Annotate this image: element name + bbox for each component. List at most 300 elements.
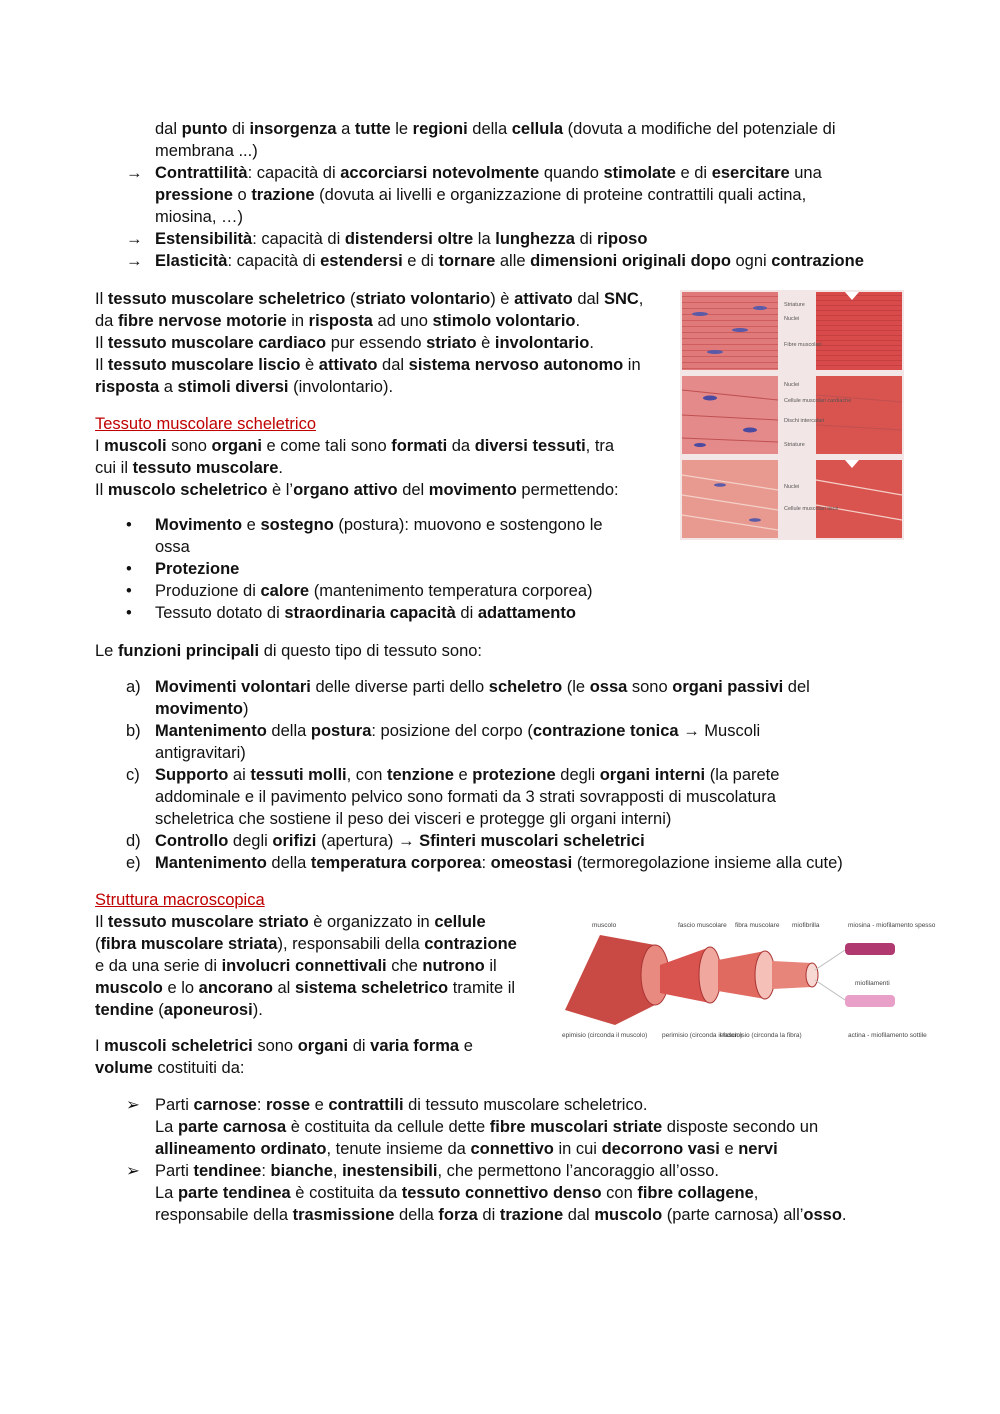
text: una <box>789 164 822 182</box>
text-line <box>155 764 779 786</box>
text-line <box>155 1182 847 1204</box>
bold-text: volume <box>95 1059 153 1077</box>
bold-text: parte carnosa <box>177 1118 287 1136</box>
text: Il <box>95 481 108 499</box>
bold-text: contrazione <box>424 935 517 953</box>
text: pur essendo <box>326 334 427 352</box>
bold-text: Supporto <box>155 766 229 784</box>
text: La <box>155 1118 178 1136</box>
text: e <box>459 1037 473 1055</box>
bold-text: organi <box>211 437 262 455</box>
bold-text: tenzione <box>386 766 454 784</box>
bold-text: nervi <box>738 1140 778 1158</box>
text-line <box>95 376 643 398</box>
text: dal <box>563 1206 595 1224</box>
label-actina: actina - miofilamento sottile <box>848 1032 927 1039</box>
label-nuclei-top: Nuclei <box>784 316 800 322</box>
text: addominale e il pavimento pelvico sono formati da 3 strati sovrapposti di muscolatura <box>155 788 776 806</box>
list-marker: d) <box>126 832 141 850</box>
text: e di <box>675 164 712 182</box>
label-muscolo: muscolo <box>592 922 617 929</box>
text: (postura): muovono e sostengono le <box>333 516 603 534</box>
text: (parte carnosa) all’ <box>662 1206 804 1224</box>
text-line <box>155 852 843 874</box>
muscle-structure-figure <box>560 915 936 1045</box>
text: I <box>95 437 105 455</box>
text: delle diverse parti dello <box>310 678 489 696</box>
bold-text: tessuto muscolare liscio <box>107 356 301 374</box>
text: Il <box>95 290 108 308</box>
text: sono <box>166 437 212 455</box>
text-line <box>95 999 517 1021</box>
bold-text: sistema nervoso autonomo <box>408 356 624 374</box>
bold-text: tessuto connettivo denso <box>401 1184 602 1202</box>
text: : capacità di <box>227 252 321 270</box>
label-fibre: Fibre muscolari <box>784 342 822 348</box>
text-line <box>95 1057 473 1079</box>
bold-text: temperatura corporea <box>310 854 482 872</box>
text-line <box>155 1160 847 1182</box>
text: e <box>453 766 473 784</box>
text-line <box>95 1035 473 1057</box>
bold-text: stimolate <box>603 164 676 182</box>
bold-text: tornare <box>438 252 496 270</box>
bold-text: Mantenimento <box>155 722 267 740</box>
text: e di <box>402 252 439 270</box>
label-striature: Striature <box>784 302 805 308</box>
text: e da una serie di <box>95 957 222 975</box>
text: : <box>261 1162 271 1180</box>
cardiac-micrograph <box>682 376 778 454</box>
text-line <box>155 162 822 184</box>
bold-text: Sfinteri muscolari scheletrici <box>419 832 645 850</box>
bold-text: distendersi oltre <box>344 230 474 248</box>
text: , con <box>346 766 387 784</box>
bold-text: dimensioni originali dopo <box>530 252 731 270</box>
bold-text: muscolo <box>95 979 163 997</box>
text: (involontario). <box>288 378 394 396</box>
label-striature-mid: Striature <box>784 442 805 448</box>
bold-text: calore <box>260 582 310 600</box>
text: : posizione del corpo ( <box>371 722 533 740</box>
text: cui il <box>95 459 133 477</box>
text: da <box>447 437 475 455</box>
text-line <box>155 184 822 206</box>
text: ( <box>345 290 356 308</box>
list-marker: → <box>126 252 143 270</box>
text: : capacità di <box>247 164 341 182</box>
functions-intro <box>95 640 482 662</box>
bold-text: orifizi <box>272 832 317 850</box>
bold-text: attivato <box>318 356 378 374</box>
text-line <box>155 698 810 720</box>
text: e <box>242 516 261 534</box>
label-smooth-cells: Cellule muscolari lisce <box>784 506 839 512</box>
bold-text: involucri connettivali <box>221 957 387 975</box>
histology-figure <box>680 290 904 540</box>
text: di tessuto muscolare scheletrico. <box>403 1096 648 1114</box>
bold-text: accorciarsi notevolmente <box>340 164 540 182</box>
text: le <box>390 120 413 138</box>
text: ai <box>228 766 251 784</box>
text: antigravitari) <box>155 744 246 762</box>
text: e lo <box>162 979 199 997</box>
label-dischi: Dischi intercalari <box>784 418 825 424</box>
text: Il <box>95 356 108 374</box>
bold-text: fibre muscolari striate <box>489 1118 663 1136</box>
text: (le <box>562 678 590 696</box>
list-marker: • <box>126 582 132 600</box>
text: , che permettono l’ancoraggio all’osso. <box>437 1162 720 1180</box>
heading-skeletal-tissue: Tessuto muscolare scheletrico <box>95 415 317 433</box>
text: che <box>386 957 423 975</box>
bold-text: ancorano <box>198 979 273 997</box>
text: Il <box>95 913 108 931</box>
list-marker: c) <box>126 766 140 784</box>
bold-text: muscolo <box>594 1206 663 1224</box>
bold-text: contrattili <box>328 1096 404 1114</box>
bold-text: stimolo volontario <box>432 312 576 330</box>
bold-text: movimento <box>428 481 517 499</box>
bold-text: contrazione <box>771 252 864 270</box>
text-line <box>155 1204 847 1226</box>
text: il <box>484 957 497 975</box>
text-line <box>155 140 836 162</box>
text-line <box>155 786 779 808</box>
text: , <box>332 1162 343 1180</box>
text: : <box>481 854 491 872</box>
label-miosina: miosina - miofilamento spesso <box>848 922 936 929</box>
text-line <box>95 310 643 332</box>
text: responsabile della <box>155 1206 293 1224</box>
text-line <box>155 1138 818 1160</box>
bold-text: trazione <box>499 1206 564 1224</box>
text: ), responsabili della <box>277 935 425 953</box>
text: di <box>227 120 250 138</box>
text: ) <box>243 700 249 718</box>
bold-text: connettivo <box>470 1140 554 1158</box>
text: . <box>589 334 594 352</box>
text: ( <box>95 935 101 953</box>
text: e <box>719 1140 739 1158</box>
bold-text: parte tendinea <box>177 1184 291 1202</box>
text: (mantenimento temperatura corporea) <box>309 582 593 600</box>
list-marker: • <box>126 516 132 534</box>
bold-text: funzioni principali <box>117 642 260 660</box>
text: . <box>575 312 581 330</box>
text: Le <box>95 642 118 660</box>
text: , <box>638 290 644 308</box>
bold-text: estendersi <box>320 252 403 270</box>
text: scheletrica che sostiene il peso dei visceri e protegge gli organi interni) <box>155 810 672 828</box>
list-marker: → <box>126 230 143 248</box>
text: , tenute insieme da <box>326 1140 471 1158</box>
label-nuclei-bot: Nuclei <box>784 484 800 490</box>
bold-text: decorrono vasi <box>601 1140 720 1158</box>
label-fascio: fascio muscolare <box>678 922 727 929</box>
text-line <box>95 332 643 354</box>
bold-text: tendinee <box>193 1162 262 1180</box>
list-marker: • <box>126 560 132 578</box>
text-line <box>155 558 239 580</box>
bold-text: diversi tessuti <box>474 437 586 455</box>
bold-text: trazione <box>251 186 315 204</box>
bold-text: esercitare <box>711 164 790 182</box>
bold-text: risposta <box>308 312 373 330</box>
text: Parti <box>155 1162 194 1180</box>
text: dal <box>572 290 604 308</box>
text: Produzione di <box>155 582 261 600</box>
bold-text: straordinaria capacità <box>284 604 456 622</box>
text-line <box>95 911 517 933</box>
text: . <box>841 1206 847 1224</box>
label-endomisio: endomisio (circonda la fibra) <box>720 1032 802 1039</box>
text: (dovuta a modifiche del potenziale di <box>563 120 836 138</box>
bold-text: Mantenimento <box>155 854 267 872</box>
text-line <box>155 1094 818 1116</box>
text: I <box>95 1037 105 1055</box>
text-line <box>155 250 864 272</box>
text-line <box>95 435 619 457</box>
bold-text: bianche <box>270 1162 333 1180</box>
text: ) è <box>490 290 515 308</box>
text-line <box>155 514 603 536</box>
list-marker: a) <box>126 678 141 696</box>
bold-text: attivato <box>514 290 573 308</box>
text: e <box>310 1096 329 1114</box>
bold-text: movimento <box>155 700 244 718</box>
text: ). <box>252 1001 263 1019</box>
text: ad uno <box>372 312 433 330</box>
text: disposte secondo un <box>662 1118 819 1136</box>
bold-text: riposo <box>597 230 648 248</box>
text: a <box>159 378 178 396</box>
text: della <box>467 120 512 138</box>
macro-paragraph <box>95 911 517 1021</box>
bold-text: Elasticità <box>155 252 228 270</box>
text: quando <box>539 164 604 182</box>
text: da <box>95 312 118 330</box>
text: permettendo: <box>516 481 619 499</box>
bold-text: ossa <box>589 678 628 696</box>
text: , tra <box>585 437 615 455</box>
bold-text: rosse <box>265 1096 311 1114</box>
bold-text: inestensibili <box>342 1162 438 1180</box>
bold-text: muscoli <box>104 437 167 455</box>
smooth-micrograph <box>682 460 778 538</box>
skeletal-paragraph <box>95 435 619 501</box>
bold-text: tutte <box>354 120 391 138</box>
text: . <box>278 459 283 477</box>
bold-text: osso <box>803 1206 842 1224</box>
text-line <box>95 288 643 310</box>
text: in <box>623 356 641 374</box>
bold-text: allineamento ordinato <box>155 1140 327 1158</box>
bold-text: risposta <box>95 378 160 396</box>
text: di questo tipo di tessuto sono: <box>259 642 483 660</box>
text: ( <box>153 1001 164 1019</box>
text: della <box>394 1206 439 1224</box>
text: di <box>477 1206 500 1224</box>
bold-text: Controllo <box>155 832 229 850</box>
bold-text: carnose <box>193 1096 257 1114</box>
text: al <box>272 979 295 997</box>
text: di <box>575 230 598 248</box>
bold-text: fibra muscolare striata <box>100 935 278 953</box>
text: (apertura) → <box>316 832 420 850</box>
text: tramite il <box>448 979 516 997</box>
bold-text: stimoli diversi <box>177 378 289 396</box>
text: è costituita da <box>290 1184 402 1202</box>
text: sono <box>252 1037 298 1055</box>
label-miofibrilla: miofibrilla <box>792 922 820 929</box>
text-line <box>155 580 593 602</box>
list-marker: • <box>126 604 132 622</box>
bold-text: tessuti molli <box>250 766 347 784</box>
text: miosina, …) <box>155 208 244 226</box>
text-line <box>155 118 836 140</box>
text: Tessuto dotato di <box>155 604 285 622</box>
text: è l’ <box>267 481 294 499</box>
text: ossa <box>155 538 190 556</box>
text: dal <box>377 356 409 374</box>
text-line <box>155 1116 818 1138</box>
bold-text: muscolo scheletrico <box>107 481 268 499</box>
bold-text: sostegno <box>260 516 334 534</box>
skeletal-micrograph <box>682 292 778 370</box>
text: (termoregolazione insieme alla cute) <box>572 854 843 872</box>
label-nuclei-mid: Nuclei <box>784 382 800 388</box>
bold-text: cellule <box>434 913 486 931</box>
text: dal <box>155 120 182 138</box>
bold-text: scheletro <box>488 678 563 696</box>
text-line <box>155 536 603 558</box>
text-line <box>95 933 517 955</box>
label-miofilamenti: miofilamenti <box>855 980 890 987</box>
text: è <box>476 334 495 352</box>
bold-text: tendine <box>95 1001 154 1019</box>
bold-text: involontario <box>494 334 590 352</box>
text: degli <box>555 766 600 784</box>
text: con <box>601 1184 638 1202</box>
text-line <box>155 742 760 764</box>
text: : <box>256 1096 266 1114</box>
text: del <box>783 678 810 696</box>
text: in <box>286 312 309 330</box>
text: La <box>155 1184 178 1202</box>
text: : capacità di <box>252 230 345 248</box>
text: ogni <box>730 252 772 270</box>
text-line <box>95 457 619 479</box>
bold-text: SNC <box>603 290 639 308</box>
bold-text: Movimento <box>155 516 243 534</box>
bold-text: postura <box>310 722 372 740</box>
bold-text: pressione <box>155 186 233 204</box>
text: è costituita da cellule dette <box>286 1118 490 1136</box>
text-line <box>155 602 576 624</box>
text: del <box>397 481 429 499</box>
bold-text: protezione <box>472 766 556 784</box>
bold-text: cellula <box>511 120 564 138</box>
bold-text: sistema scheletrico <box>294 979 449 997</box>
bold-text: fibre nervose motorie <box>117 312 287 330</box>
bold-text: striato volontario <box>355 290 491 308</box>
text: Parti <box>155 1096 194 1114</box>
text-line <box>155 676 810 698</box>
text: della <box>266 722 311 740</box>
text: della <box>266 854 311 872</box>
bold-text: Protezione <box>155 560 240 578</box>
text: , <box>753 1184 759 1202</box>
text: o <box>232 186 252 204</box>
bold-text: nutrono <box>422 957 485 975</box>
text-line <box>95 640 482 662</box>
heading-macroscopic-structure: Struttura macroscopica <box>95 891 265 909</box>
text: costituiti da: <box>152 1059 245 1077</box>
text: membrana ...) <box>155 142 258 160</box>
bold-text: punto <box>181 120 228 138</box>
bold-text: contrazione tonica <box>532 722 679 740</box>
bold-text: trasmissione <box>292 1206 395 1224</box>
text-line <box>155 228 647 250</box>
text-line <box>95 479 619 501</box>
text: degli <box>228 832 273 850</box>
text: sono <box>627 678 673 696</box>
text-line <box>155 206 822 228</box>
bold-text: Estensibilità <box>155 230 253 248</box>
list-marker: → <box>126 164 143 182</box>
bold-text: insorgenza <box>249 120 337 138</box>
list-marker: ➢ <box>126 1162 140 1180</box>
label-perimisio: perimisio (circonda il fascio) <box>662 1032 743 1039</box>
text-line <box>95 354 643 376</box>
label-epimisio: epimisio (circonda il muscolo) <box>562 1032 648 1039</box>
bold-text: organi interni <box>599 766 706 784</box>
bold-text: tessuto muscolare striato <box>107 913 309 931</box>
list-marker: e) <box>126 854 141 872</box>
volume-paragraph <box>95 1035 473 1079</box>
list-marker: ➢ <box>126 1096 140 1114</box>
text-line <box>155 808 779 830</box>
text-line <box>155 720 760 742</box>
label-cardiac-cells: Cellule muscolari cardiache <box>784 398 852 404</box>
bold-text: fibre collagene <box>637 1184 754 1202</box>
text: è organizzato in <box>308 913 435 931</box>
bold-text: adattamento <box>477 604 576 622</box>
bold-text: Contrattilità <box>155 164 248 182</box>
bold-text: formati <box>391 437 448 455</box>
bold-text: striato <box>426 334 477 352</box>
text: alle <box>495 252 531 270</box>
text: (dovuta ai livelli e organizzazione di proteine contrattili quali actina, <box>314 186 807 204</box>
bold-text: tessuto muscolare <box>132 459 279 477</box>
bold-text: lunghezza <box>495 230 575 248</box>
text: Il <box>95 334 108 352</box>
text: in cui <box>553 1140 602 1158</box>
bold-text: organi passivi <box>672 678 784 696</box>
text-line <box>95 955 517 977</box>
bold-text: omeostasi <box>490 854 573 872</box>
text: la <box>473 230 496 248</box>
text: e come tali sono <box>261 437 392 455</box>
text-line <box>95 977 517 999</box>
bold-text: organo attivo <box>293 481 398 499</box>
bold-text: Movimenti volontari <box>155 678 311 696</box>
text: (la parete <box>705 766 780 784</box>
bold-text: tessuto muscolare scheletrico <box>107 290 346 308</box>
bold-text: aponeurosi <box>163 1001 253 1019</box>
label-fibra: fibra muscolare <box>735 922 780 929</box>
